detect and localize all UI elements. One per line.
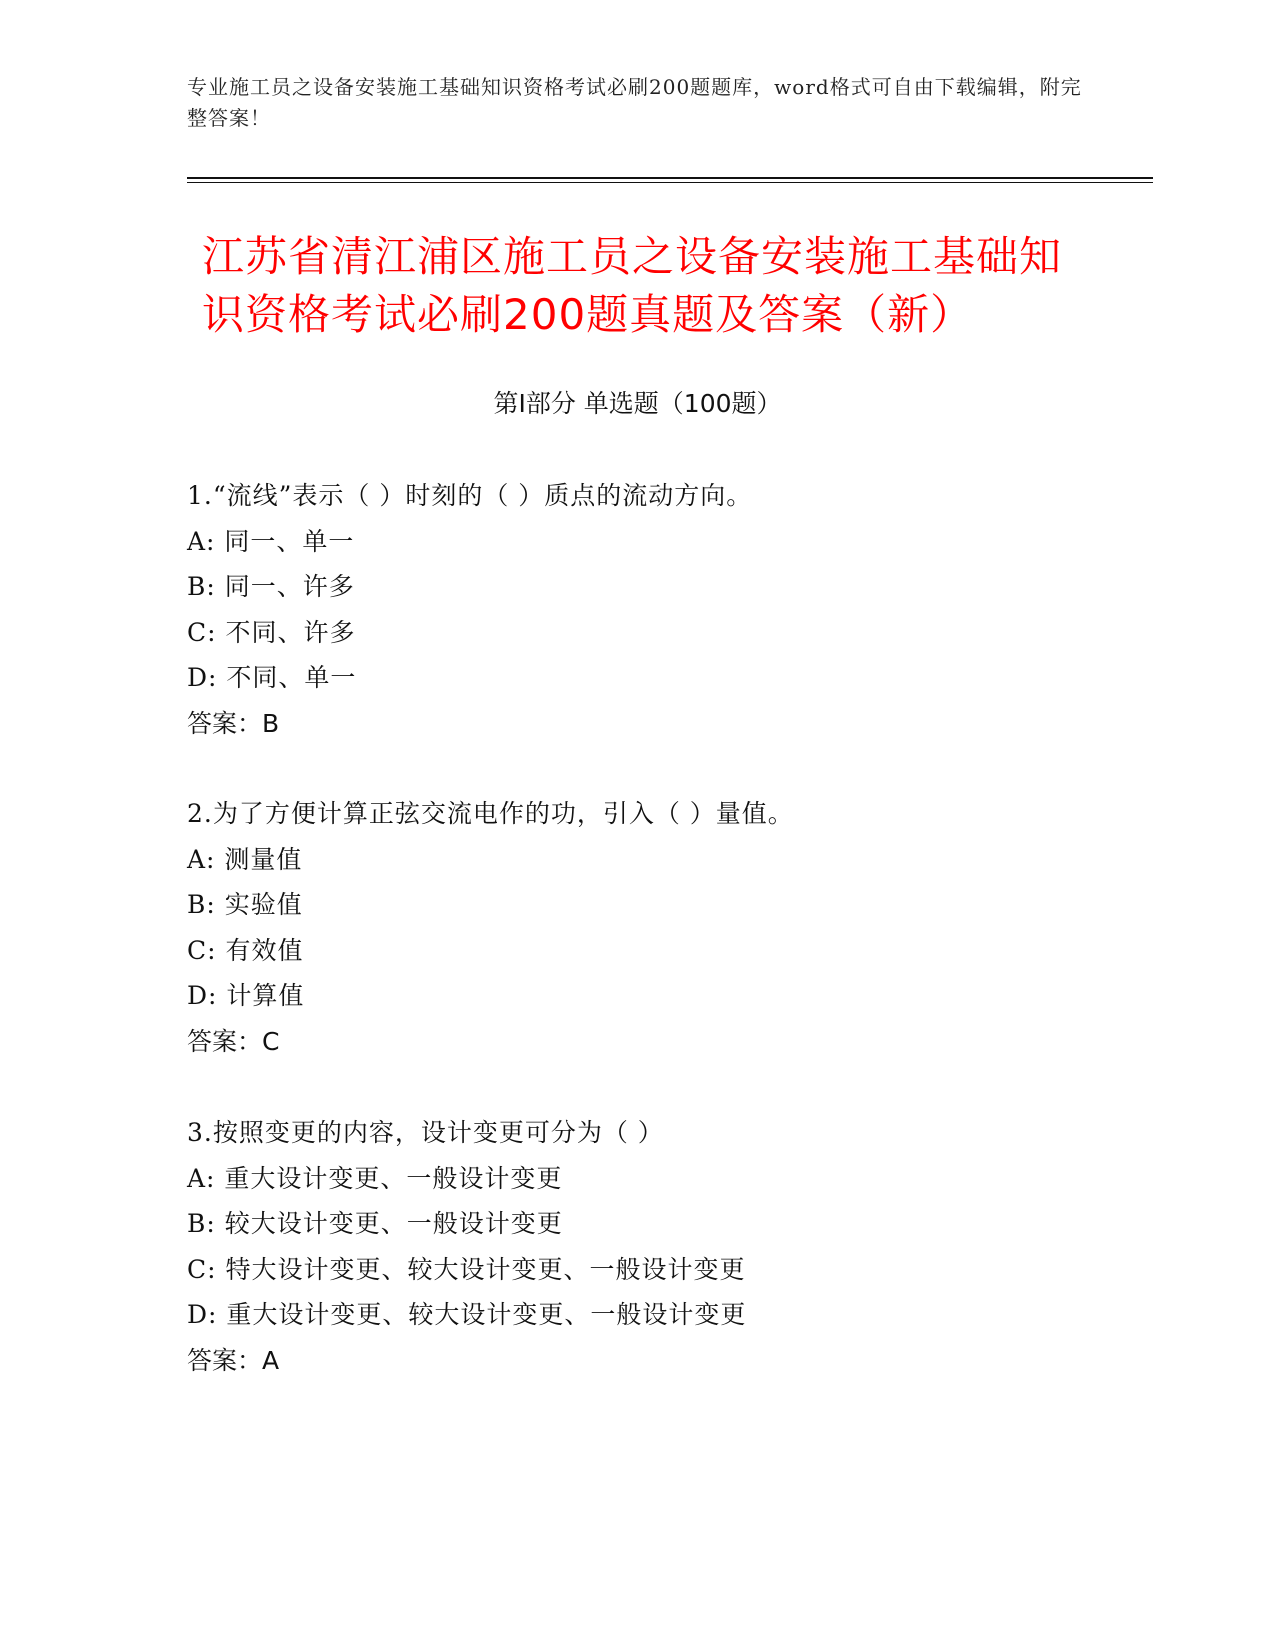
option-a: A: 重大设计变更、一般设计变更 [187, 1163, 563, 1193]
question-stem: 1.“流线”表示（ ）时刻的（ ）质点的流动方向。 [187, 481, 753, 510]
answer: 答案：C [187, 1026, 280, 1056]
question-2 [187, 791, 1087, 1064]
option-c: C: 有效值 [187, 935, 304, 965]
option-b: B: 实验值 [187, 890, 303, 919]
section-title: 第Ⅰ部分 单选题（100题） [493, 389, 782, 418]
question-1 [187, 473, 1087, 746]
header-divider-thin [187, 182, 1153, 183]
option-b: B: 较大设计变更、一般设计变更 [187, 1209, 563, 1238]
header-note: 专业施工员之设备安装施工基础知识资格考试必刷200题题库，word格式可自由下载编辑，附完整答案！ [187, 75, 1082, 130]
option-c: C: 不同、许多 [187, 617, 356, 647]
option-b: B: 同一、许多 [187, 572, 355, 601]
header-divider-thick [187, 177, 1153, 179]
option-a: A: 测量值 [187, 844, 303, 874]
question-3 [187, 1110, 1087, 1383]
option-c: C: 特大设计变更、较大设计变更、一般设计变更 [187, 1254, 746, 1284]
option-d: D: 重大设计变更、较大设计变更、一般设计变更 [187, 1300, 747, 1329]
question-stem: 2.为了方便计算正弦交流电作的功，引入（ ）量值。 [187, 799, 794, 828]
document-title: 江苏省清江浦区施工员之设备安装施工基础知识资格考试必刷200题真题及答案（新） [202, 232, 1063, 339]
answer: 答案：B [187, 708, 280, 738]
answer: 答案：A [187, 1345, 280, 1375]
option-d: D: 计算值 [187, 981, 305, 1010]
question-stem: 3.按照变更的内容，设计变更可分为（ ） [187, 1118, 664, 1147]
option-d: D: 不同、单一 [187, 663, 357, 692]
option-a: A: 同一、单一 [187, 526, 355, 556]
